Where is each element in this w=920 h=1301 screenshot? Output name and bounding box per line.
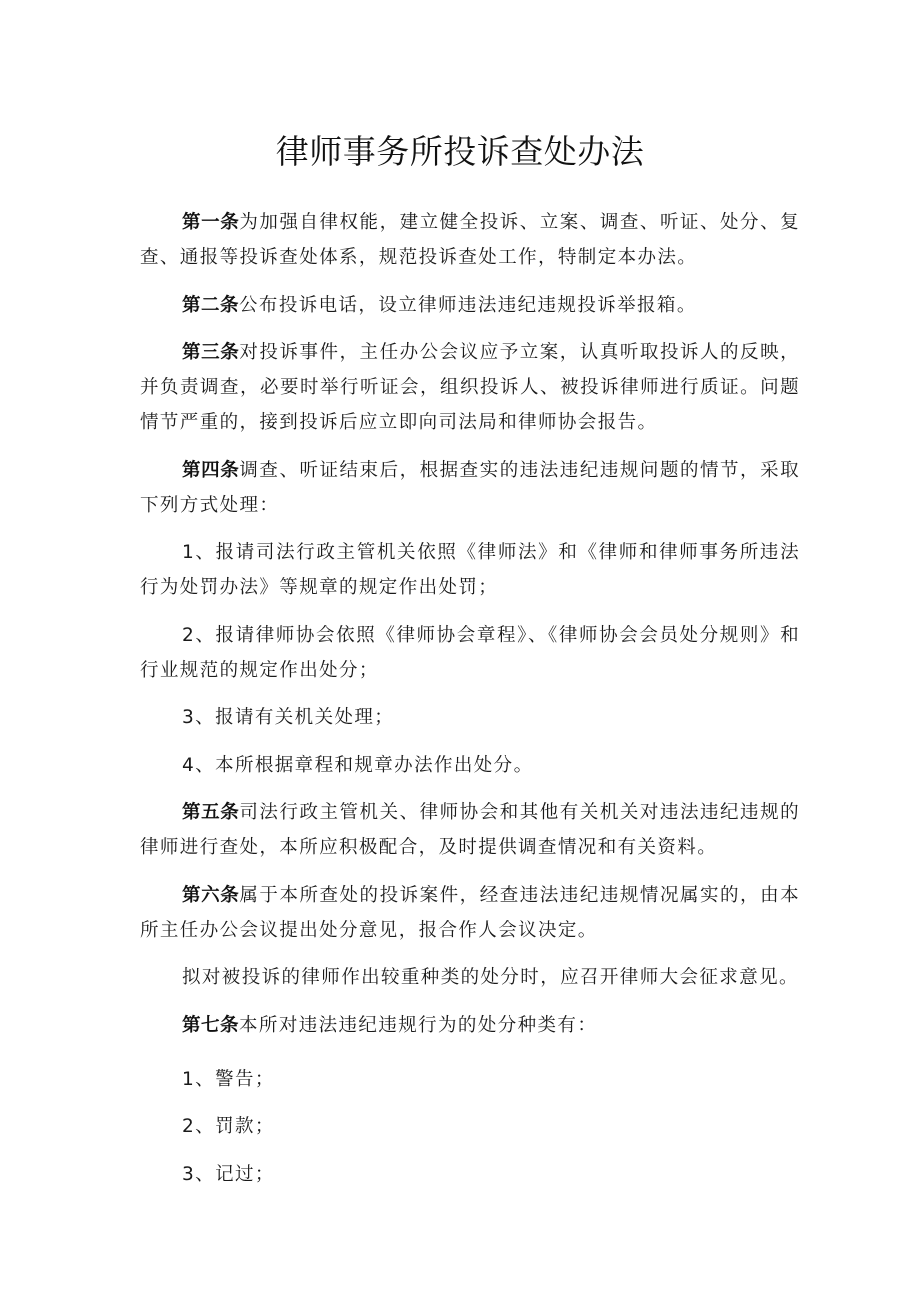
- article-text: 司法行政主管机关、律师协会和其他有关机关对违法违纪违规的律师进行查处，本所应积极配合，及时提供调查情况和有关资料。: [140, 802, 800, 858]
- list-item-text: 2、罚款；: [182, 1116, 275, 1137]
- article-4: [140, 453, 800, 523]
- list-item-text: 2、报请律师协会依照《律师协会章程》、《律师协会会员处分规则》和行业规范的规定作出处分；: [140, 624, 800, 681]
- article-7-item-1: [140, 1062, 800, 1097]
- article-label: 第五条: [182, 802, 240, 823]
- list-item-text: 1、警告；: [182, 1068, 275, 1090]
- article-4-item-4: [140, 748, 800, 783]
- article-label: 第七条: [182, 1014, 240, 1036]
- article-6: [140, 878, 800, 948]
- article-text: 属于本所查处的投诉案件，经查违法违纪违规情况属实的，由本所主任办公会议提出处分意见，报合作人会议决定。: [140, 884, 800, 941]
- article-1: [140, 205, 800, 275]
- article-label: 第六条: [182, 884, 240, 906]
- article-4-item-3: [140, 700, 800, 735]
- article-label: 第四条: [182, 459, 240, 481]
- article-5: [140, 795, 800, 865]
- list-item-text: 3、报请有关机关处理；: [182, 707, 395, 728]
- document-body: [140, 205, 800, 1204]
- article-text: 调查、听证结束后，根据查实的违法违纪违规问题的情节，采取下列方式处理：: [140, 459, 800, 516]
- article-7-item-3: [140, 1157, 800, 1192]
- article-7-item-2: [140, 1109, 800, 1144]
- list-item-text: 4、本所根据章程和规章办法作出处分。: [182, 754, 534, 776]
- article-2: [140, 288, 800, 323]
- article-label: 第二条: [182, 294, 240, 316]
- article-7: [140, 1008, 800, 1043]
- list-item-text: 3、记过；: [182, 1163, 275, 1185]
- article-text: 为加强自律权能，建立健全投诉、立案、调查、听证、处分、复查、通报等投诉查处体系，规范投诉查处工作，特制定本办法。: [140, 212, 800, 268]
- document-title: 律师事务所投诉查处办法: [275, 132, 645, 171]
- article-4-item-1: [140, 535, 800, 605]
- paragraph-text: 拟对被投诉的律师作出较重种类的处分时，应召开律师大会征求意见。: [182, 967, 799, 988]
- article-text: 公布投诉电话，设立律师违法违纪违规投诉举报箱。: [239, 294, 697, 316]
- article-label: 第一条: [182, 212, 240, 233]
- article-6-note: [140, 960, 800, 995]
- article-text: 本所对违法违纪违规行为的处分种类有：: [239, 1014, 598, 1036]
- article-3: [140, 335, 800, 440]
- article-label: 第三条: [182, 342, 240, 363]
- article-text: 对投诉事件，主任办公会议应予立案，认真听取投诉人的反映，并负责调查，必要时举行听证会，组织投诉人、被投诉律师进行质证。问题情节严重的，接到投诉后应立即向司法局和律师协会报告。: [140, 342, 800, 433]
- article-4-item-2: [140, 618, 800, 688]
- list-item-text: 1、报请司法行政主管机关依照《律师法》和《律师和律师事务所违法行为处罚办法》等规章的规定作出处罚；: [140, 542, 800, 598]
